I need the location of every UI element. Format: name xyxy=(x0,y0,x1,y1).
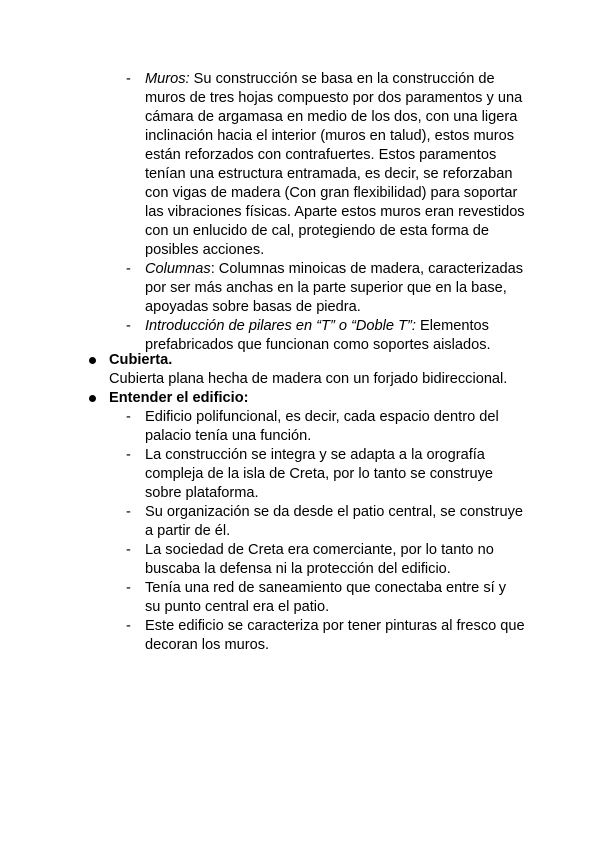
bullet-icon xyxy=(89,357,96,364)
dash-marker: - xyxy=(126,580,131,596)
item-text: Su organización se da desde el patio central, se construye a partir de él. xyxy=(145,504,524,539)
item-label: Introducción de pilares en “T” o “Doble T”: xyxy=(145,318,416,334)
section-body: Cubierta plana hecha de madera con un forjado bidireccional. xyxy=(109,371,508,387)
list-item-pilares xyxy=(0,317,525,355)
item-label: Muros: xyxy=(145,71,190,87)
item-text: Tenía una red de saneamiento que conectaba entre sí y su punto central era el patio. xyxy=(145,580,507,615)
item-label: Columnas xyxy=(145,261,211,277)
list-item-columnas xyxy=(0,260,525,317)
item-text: Edificio polifuncional, es decir, cada espacio dentro del palacio tenía una función. xyxy=(145,409,499,444)
item-text: La sociedad de Creta era comerciante, por lo tanto no buscaba la defensa ni la protección del edificio. xyxy=(145,542,494,577)
section-entender xyxy=(0,389,600,408)
dash-marker: - xyxy=(126,261,131,277)
section-heading xyxy=(0,351,600,370)
section-heading xyxy=(0,389,600,408)
heading-text: Cubierta. xyxy=(109,352,173,368)
construction-elements-list xyxy=(0,70,600,355)
bullet-icon xyxy=(89,395,96,402)
item-text: : Columnas minoicas de madera, caracterizadas por ser más anchas en la parte superior que en la base, apoyadas sobre basas de piedra. xyxy=(145,261,523,315)
list-item-muros xyxy=(0,70,525,260)
list-item xyxy=(0,408,525,446)
dash-marker: - xyxy=(126,618,131,634)
dash-marker: - xyxy=(126,318,131,334)
heading-text: Entender el edificio: xyxy=(109,390,249,406)
item-text: Elementos prefabricados que funcionan como soportes aislados. xyxy=(145,318,491,353)
dash-marker: - xyxy=(126,542,131,558)
list-item xyxy=(0,579,525,617)
dash-marker: - xyxy=(126,71,131,87)
list-item xyxy=(0,503,525,541)
dash-marker: - xyxy=(126,504,131,520)
section-cubierta xyxy=(0,351,600,389)
list-item xyxy=(0,541,525,579)
item-text: Este edificio se caracteriza por tener pinturas al fresco que decoran los muros. xyxy=(145,618,525,653)
list-item xyxy=(0,446,525,503)
item-text: Su construcción se basa en la construcción de muros de tres hojas compuesto por dos paramentos y una cámara de argamasa en medio de los dos, con una ligera inclinación hacia el interior (muros en talud), estos muros están reforzados con contrafuertes. Estos paramentos tenían una estructura entramada, es decir, se reforzaban con vigas de madera (Con gran flexibilidad) para soportar las vibraciones físicas. Aparte estos muros eran revestidos con un enlucido de cal, protegiendo de esta forma de posibles acciones. xyxy=(145,71,525,258)
item-text: La construcción se integra y se adapta a la orografía compleja de la isla de Creta, por lo tanto se construye sobre plataforma. xyxy=(145,447,494,501)
dash-marker: - xyxy=(126,409,131,425)
building-facts-list xyxy=(0,408,600,655)
dash-marker: - xyxy=(126,447,131,463)
list-item xyxy=(0,617,525,655)
